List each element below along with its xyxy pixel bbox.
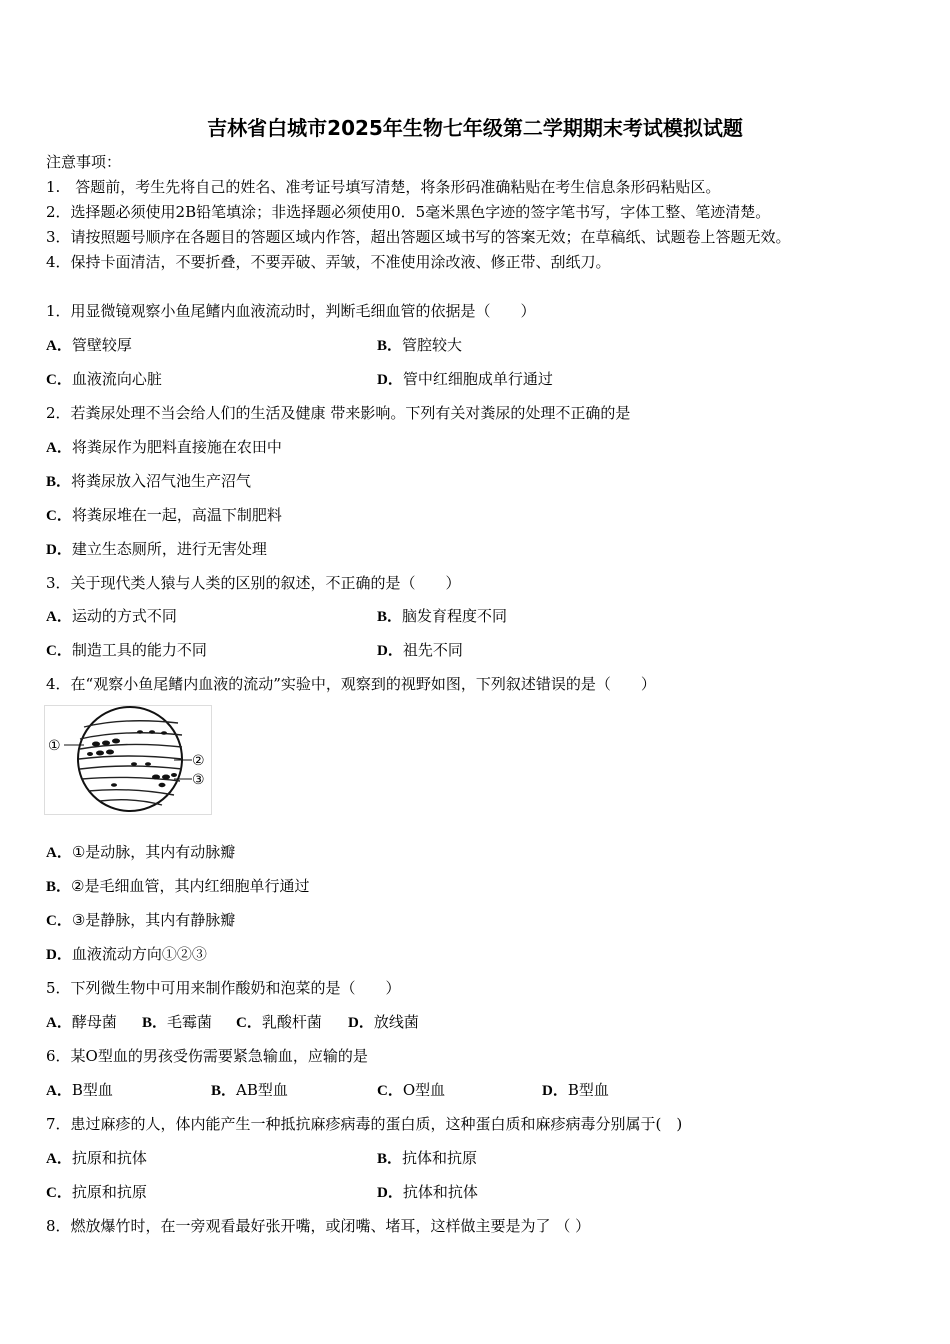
option-text: 放线菌 — [373, 1013, 419, 1031]
q4-option-a[interactable] — [46, 842, 235, 863]
option-key: B． — [377, 1151, 403, 1167]
question-8-stem: 8．燃放爆竹时，在一旁观看最好张开嘴，或闭嘴、堵耳，这样做主要是为了 （ ） — [46, 1217, 591, 1235]
option-key: D． — [46, 947, 72, 963]
option-key: A． — [46, 1083, 72, 1099]
q6-option-c[interactable] — [377, 1080, 445, 1101]
q5-option-a[interactable] — [46, 1012, 117, 1033]
option-text: ①是动脉，其内有动脉瓣 — [71, 843, 236, 861]
q7-option-a[interactable] — [46, 1148, 147, 1169]
q4-option-d[interactable] — [46, 944, 207, 965]
q1-option-d[interactable] — [377, 369, 553, 390]
q5-option-d[interactable] — [348, 1012, 419, 1033]
q7-option-c[interactable] — [46, 1182, 147, 1203]
fish-tail-blood-flow-figure — [44, 705, 212, 815]
q2-option-a[interactable] — [46, 437, 282, 458]
option-text: ②是毛细血管，其内红细胞单行通过 — [71, 877, 310, 895]
option-text: 抗体和抗原 — [402, 1149, 478, 1167]
option-text: 运动的方式不同 — [71, 607, 177, 625]
option-key: D． — [377, 372, 403, 388]
option-key: C． — [46, 508, 72, 524]
figure-label-3: ③ — [192, 772, 205, 788]
option-key: B． — [46, 879, 72, 895]
q5-option-c[interactable] — [236, 1012, 322, 1033]
option-key: C． — [46, 643, 72, 659]
option-key: A． — [46, 845, 72, 861]
option-key: B． — [142, 1015, 168, 1031]
question-6-stem: 6．某O型血的男孩受伤需要紧急输血，应输的是 — [46, 1047, 368, 1065]
microscope-field — [78, 707, 182, 811]
q3-option-c[interactable] — [46, 640, 207, 661]
option-text: 建立生态厕所，进行无害处理 — [71, 540, 267, 558]
figure-label-2: ② — [192, 753, 205, 769]
option-key: A． — [46, 1015, 72, 1031]
option-text: AB型血 — [236, 1081, 288, 1099]
option-key: A． — [46, 440, 72, 456]
q3-option-b[interactable] — [377, 606, 507, 627]
figure-label-1: ① — [48, 738, 61, 754]
question-1-stem: 1．用显微镜观察小鱼尾鳍内血液流动时，判断毛细血管的依据是（ ） — [46, 302, 536, 320]
option-key: D． — [377, 1185, 403, 1201]
option-text: 将粪尿作为肥料直接施在农田中 — [71, 438, 282, 456]
option-text: 将粪尿堆在一起，高温下制肥料 — [71, 506, 282, 524]
q6-option-a[interactable] — [46, 1080, 113, 1101]
notice-item: 2．选择题必须使用2B铅笔填涂；非选择题必须使用0．5毫米黑色字迹的签字笔书写，字体工整、笔迹清楚。 — [46, 203, 771, 221]
option-key: C． — [236, 1015, 262, 1031]
option-key: B． — [377, 338, 403, 354]
question-3-stem: 3．关于现代类人猿与人类的区别的叙述，不正确的是（ ） — [46, 574, 461, 592]
q7-option-d[interactable] — [377, 1182, 478, 1203]
option-key: D． — [542, 1083, 568, 1099]
option-key: A． — [46, 609, 72, 625]
option-text: B型血 — [567, 1081, 609, 1099]
q2-option-c[interactable] — [46, 505, 282, 526]
q4-option-b[interactable] — [46, 876, 309, 897]
q1-option-a[interactable] — [46, 335, 132, 356]
option-key: D． — [46, 542, 72, 558]
q4-option-c[interactable] — [46, 910, 235, 931]
option-text: 毛霉菌 — [167, 1013, 213, 1031]
q3-option-d[interactable] — [377, 640, 463, 661]
option-key: C． — [46, 1185, 72, 1201]
q2-option-b[interactable] — [46, 471, 251, 492]
q5-option-b[interactable] — [142, 1012, 212, 1033]
option-text: 祖先不同 — [402, 641, 463, 659]
option-text: 将粪尿放入沼气池生产沼气 — [71, 472, 252, 490]
option-text: 管腔较大 — [402, 336, 463, 354]
option-text: 抗原和抗体 — [71, 1149, 147, 1167]
option-key: B． — [46, 474, 72, 490]
option-text: 乳酸杆菌 — [261, 1013, 322, 1031]
option-text: 制造工具的能力不同 — [71, 641, 207, 659]
option-key: C． — [377, 1083, 403, 1099]
option-text: 血液流向心脏 — [71, 370, 162, 388]
question-7-stem: 7．患过麻疹的人，体内能产生一种抵抗麻疹病毒的蛋白质，这种蛋白质和麻疹病毒分别属于( ) — [46, 1115, 683, 1133]
notice-item: 3．请按照题号顺序在各题目的答题区域内作答，超出答题区域书写的答案无效；在草稿纸、试题卷上答题无效。 — [46, 228, 791, 246]
page-title: 吉林省白城市2025年生物七年级第二学期期末考试模拟试题 — [207, 116, 743, 140]
option-text: 脑发育程度不同 — [402, 607, 508, 625]
question-4-stem: 4．在“观察小鱼尾鳍内血液的流动”实验中，观察到的视野如图，下列叙述错误的是（ ） — [46, 675, 656, 693]
option-text: 抗体和抗体 — [402, 1183, 478, 1201]
option-key: B． — [377, 609, 403, 625]
option-key: C． — [46, 372, 72, 388]
option-text: 抗原和抗原 — [71, 1183, 147, 1201]
q6-option-b[interactable] — [211, 1080, 288, 1101]
option-text: B型血 — [71, 1081, 113, 1099]
q7-option-b[interactable] — [377, 1148, 477, 1169]
option-key: D． — [377, 643, 403, 659]
option-key: A． — [46, 338, 72, 354]
option-key: D． — [348, 1015, 374, 1031]
option-text: 管中红细胞成单行通过 — [402, 370, 553, 388]
q1-option-b[interactable] — [377, 335, 462, 356]
question-5-stem: 5．下列微生物中可用来制作酸奶和泡菜的是（ ） — [46, 979, 401, 997]
option-key: B． — [211, 1083, 237, 1099]
option-text: ③是静脉，其内有静脉瓣 — [71, 911, 236, 929]
option-text: 管壁较厚 — [71, 336, 132, 354]
q3-option-a[interactable] — [46, 606, 177, 627]
q2-option-d[interactable] — [46, 539, 267, 560]
q1-option-c[interactable] — [46, 369, 162, 390]
option-text: 血液流动方向①②③ — [71, 945, 207, 963]
question-2-stem: 2．若粪尿处理不当会给人们的生活及健康 带来影响。下列有关对粪尿的处理不正确的是 — [46, 404, 631, 422]
notice-heading: 注意事项： — [46, 153, 122, 171]
q6-option-d[interactable] — [542, 1080, 609, 1101]
option-key: A． — [46, 1151, 72, 1167]
option-text: 酵母菌 — [71, 1013, 117, 1031]
notice-item: 4．保持卡面清洁，不要折叠，不要弄破、弄皱，不准使用涂改液、修正带、刮纸刀。 — [46, 253, 611, 271]
option-text: O型血 — [402, 1081, 446, 1099]
option-key: C． — [46, 913, 72, 929]
notice-item: 1. 答题前，考生先将自己的姓名、准考证号填写清楚，将条形码准确粘贴在考生信息条形码粘贴区。 — [46, 178, 721, 196]
